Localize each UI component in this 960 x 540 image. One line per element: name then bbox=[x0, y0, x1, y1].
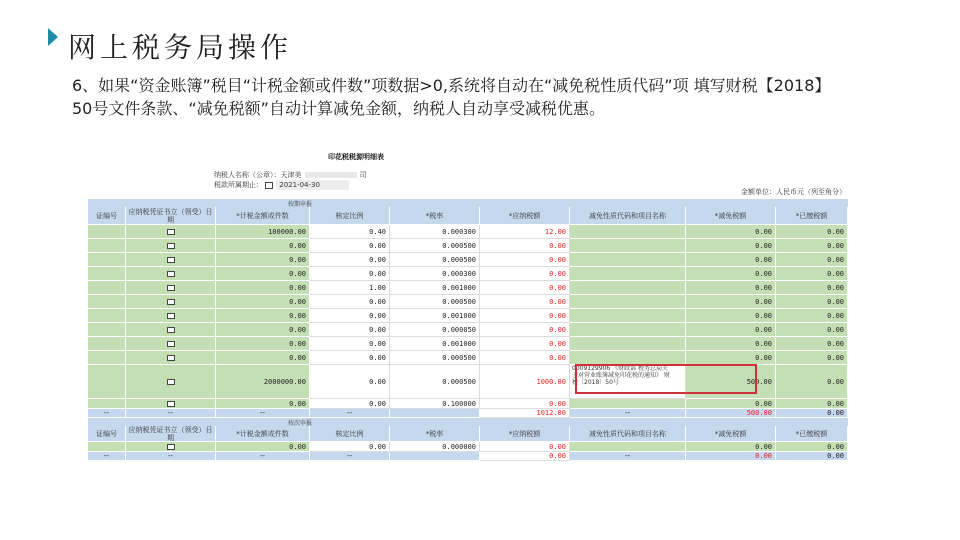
row-id-cell bbox=[88, 253, 126, 267]
ratio-cell[interactable]: 0.00 bbox=[310, 399, 390, 409]
relief-code-cell[interactable] bbox=[570, 225, 686, 239]
date-cell[interactable] bbox=[126, 323, 216, 337]
calendar-icon[interactable] bbox=[167, 444, 175, 450]
tax-cell: 0.00 bbox=[480, 351, 570, 365]
row-id-cell bbox=[88, 351, 126, 365]
rate-cell: 0.100000 bbox=[390, 399, 480, 409]
table-header-cell: 证编号 bbox=[88, 207, 126, 225]
tax-cell: 0.00 bbox=[480, 253, 570, 267]
amount-cell[interactable]: 0.00 bbox=[216, 295, 310, 309]
relief-code-cell[interactable] bbox=[570, 253, 686, 267]
calendar-icon[interactable] bbox=[167, 243, 175, 249]
total-cell: -- bbox=[126, 452, 216, 461]
relief-code-cell[interactable] bbox=[570, 239, 686, 253]
calendar-icon[interactable] bbox=[167, 327, 175, 333]
paid-cell: 0.00 bbox=[776, 267, 848, 281]
rate-cell: 0.000500 bbox=[390, 295, 480, 309]
relief-code-cell[interactable] bbox=[570, 351, 686, 365]
period-label: 税款所属期止： bbox=[214, 181, 263, 189]
date-cell[interactable] bbox=[126, 281, 216, 295]
relief-cell: 0.00 bbox=[686, 442, 776, 452]
relief-cell: 0.00 bbox=[686, 253, 776, 267]
tax-cell: 0.00 bbox=[480, 267, 570, 281]
paid-cell: 0.00 bbox=[776, 442, 848, 452]
amount-cell[interactable]: 0.00 bbox=[216, 309, 310, 323]
table-header-cell: 应纳税凭证书立（领受）日期 bbox=[126, 426, 216, 442]
rate-cell: 0.000500 bbox=[390, 351, 480, 365]
total-cell bbox=[390, 452, 480, 461]
taxpayer-line bbox=[214, 170, 367, 180]
relief-cell: 0.00 bbox=[686, 309, 776, 323]
ratio-cell[interactable]: 0.00 bbox=[310, 323, 390, 337]
slide-paragraph: 6、如果“资金账簿”税目“计税金额或件数”项数据>0,系统将自动在“减免税性质代码”项 填写财税【2018】50号文件条款、“减免税额”自动计算减免金额，纳税人自动享受减税优惠。 bbox=[72, 76, 831, 118]
tax-cell: 0.00 bbox=[480, 309, 570, 323]
relief-code-cell[interactable] bbox=[570, 295, 686, 309]
relief-cell: 0.00 bbox=[686, 225, 776, 239]
tax-form-screenshot bbox=[88, 148, 848, 464]
amount-cell[interactable]: 2000000.00 bbox=[216, 365, 310, 399]
table-header-cell: *已缴税额 bbox=[776, 207, 848, 225]
total-cell: -- bbox=[88, 452, 126, 461]
relief-cell: 0.00 bbox=[686, 281, 776, 295]
date-cell[interactable] bbox=[126, 365, 216, 399]
date-cell[interactable] bbox=[126, 295, 216, 309]
rate-cell: 0.001000 bbox=[390, 309, 480, 323]
relief-code-cell[interactable] bbox=[570, 399, 686, 409]
tax-cell: 0.00 bbox=[480, 295, 570, 309]
tax-cell: 12.00 bbox=[480, 225, 570, 239]
taxpayer-suffix: 司 bbox=[359, 171, 367, 179]
ratio-cell[interactable]: 0.00 bbox=[310, 442, 390, 452]
rate-cell: 0.000300 bbox=[390, 225, 480, 239]
rate-cell: 0.000500 bbox=[390, 239, 480, 253]
amount-cell[interactable]: 0.00 bbox=[216, 267, 310, 281]
total-cell: -- bbox=[88, 409, 126, 418]
ratio-cell[interactable]: 0.00 bbox=[310, 267, 390, 281]
row-id-cell bbox=[88, 239, 126, 253]
tax-cell: 0.00 bbox=[480, 399, 570, 409]
calendar-icon[interactable] bbox=[167, 271, 175, 277]
row-id-cell bbox=[88, 281, 126, 295]
table-header-1 bbox=[88, 207, 848, 225]
ratio-cell[interactable]: 1.00 bbox=[310, 281, 390, 295]
row-id-cell bbox=[88, 225, 126, 239]
calendar-icon[interactable] bbox=[167, 299, 175, 305]
tax-cell: 0.00 bbox=[480, 337, 570, 351]
relief-code-cell[interactable] bbox=[570, 267, 686, 281]
paid-cell: 0.00 bbox=[776, 323, 848, 337]
calendar-icon[interactable] bbox=[167, 401, 175, 407]
total-cell: -- bbox=[310, 409, 390, 418]
calendar-icon[interactable] bbox=[167, 257, 175, 263]
date-cell[interactable] bbox=[126, 239, 216, 253]
tax-cell: 0.00 bbox=[480, 281, 570, 295]
relief-code-cell[interactable] bbox=[570, 442, 686, 452]
relief-cell: 0.00 bbox=[686, 337, 776, 351]
tax-cell: 0.00 bbox=[480, 442, 570, 452]
table-header-cell: 核定比例 bbox=[310, 207, 390, 225]
paid-cell: 0.00 bbox=[776, 309, 848, 323]
tax-cell: 0.00 bbox=[480, 323, 570, 337]
calendar-icon[interactable] bbox=[167, 341, 175, 347]
relief-cell: 0.00 bbox=[686, 267, 776, 281]
ratio-cell[interactable]: 0.00 bbox=[310, 309, 390, 323]
paid-cell: 0.00 bbox=[776, 351, 848, 365]
table-header-cell: *税率 bbox=[390, 207, 480, 225]
period-line bbox=[214, 180, 349, 190]
table-header-cell: *应纳税额 bbox=[480, 207, 570, 225]
table-header-cell: *已缴税额 bbox=[776, 426, 848, 442]
row-id-cell bbox=[88, 295, 126, 309]
relief-code-cell[interactable] bbox=[570, 323, 686, 337]
paid-cell: 0.00 bbox=[776, 281, 848, 295]
ratio-cell[interactable]: 0.00 bbox=[310, 351, 390, 365]
total-tax-cell: 0.00 bbox=[480, 452, 570, 461]
table-header-cell: 减免性质代码和项目名称 bbox=[570, 207, 686, 225]
total-cell: 0.00 bbox=[776, 452, 848, 461]
table-header-cell: *应纳税额 bbox=[480, 426, 570, 442]
table-body-2 bbox=[88, 442, 848, 461]
row-id-cell bbox=[88, 442, 126, 452]
date-cell[interactable] bbox=[126, 399, 216, 409]
table-header-cell: 核定比例 bbox=[310, 426, 390, 442]
table-header-cell: *税率 bbox=[390, 426, 480, 442]
date-cell[interactable] bbox=[126, 309, 216, 323]
rate-cell: 0.001000 bbox=[390, 337, 480, 351]
table-header-2 bbox=[88, 426, 848, 442]
total-cell: -- bbox=[570, 409, 686, 418]
paid-cell: 0.00 bbox=[776, 399, 848, 409]
relief-cell: 0.00 bbox=[686, 399, 776, 409]
amount-cell[interactable]: 100000.00 bbox=[216, 225, 310, 239]
calendar-icon[interactable] bbox=[167, 355, 175, 361]
relief-cell: 0.00 bbox=[686, 323, 776, 337]
ratio-cell[interactable]: 0.00 bbox=[310, 295, 390, 309]
date-cell[interactable] bbox=[126, 337, 216, 351]
relief-cell: 0.00 bbox=[686, 295, 776, 309]
slide-title: 网上税务局操作 bbox=[68, 31, 293, 64]
row-id-cell bbox=[88, 309, 126, 323]
section-per-time: 按次申报 bbox=[88, 418, 848, 426]
table-header-cell: *计税金额或件数 bbox=[216, 207, 310, 225]
amount-cell[interactable]: 0.00 bbox=[216, 253, 310, 267]
calendar-icon[interactable] bbox=[167, 229, 175, 235]
total-cell bbox=[390, 409, 480, 418]
rate-cell: 0.000500 bbox=[390, 365, 480, 399]
total-cell: 500.00 bbox=[686, 409, 776, 418]
paid-cell: 0.00 bbox=[776, 225, 848, 239]
total-cell: 0.00 bbox=[776, 409, 848, 418]
tax-cell: 1000.00 bbox=[480, 365, 570, 399]
paid-cell: 0.00 bbox=[776, 365, 848, 399]
rate-cell: 0.000050 bbox=[390, 323, 480, 337]
calendar-icon[interactable] bbox=[167, 285, 175, 291]
relief-code-cell[interactable] bbox=[570, 281, 686, 295]
relief-code-text: 0009129906 《财政部 税务总局关于对营业账簿减免印花税的通知》 财税〔2018〕50号 bbox=[572, 365, 670, 386]
table-header-cell: 减免性质代码和项目名称 bbox=[570, 426, 686, 442]
rate-cell: 0.001000 bbox=[390, 281, 480, 295]
table-header-cell: *减免税额 bbox=[686, 426, 776, 442]
relief-code-cell[interactable] bbox=[570, 309, 686, 323]
relief-cell: 500.00 bbox=[686, 365, 776, 399]
table-header-cell: 证编号 bbox=[88, 426, 126, 442]
period-date-input[interactable]: 2021-04-30 bbox=[276, 180, 349, 190]
amount-cell[interactable]: 0.00 bbox=[216, 442, 310, 452]
row-id-cell bbox=[88, 365, 126, 399]
total-cell: -- bbox=[310, 452, 390, 461]
table-header-cell: *减免税额 bbox=[686, 207, 776, 225]
amount-cell[interactable]: 0.00 bbox=[216, 399, 310, 409]
highlight-box bbox=[575, 364, 757, 394]
form-title: 印花税税源明细表 bbox=[328, 153, 384, 161]
paid-cell: 0.00 bbox=[776, 239, 848, 253]
ratio-cell[interactable]: 0.00 bbox=[310, 253, 390, 267]
row-id-cell bbox=[88, 337, 126, 351]
paid-cell: 0.00 bbox=[776, 337, 848, 351]
total-cell: -- bbox=[216, 452, 310, 461]
amount-cell[interactable]: 0.00 bbox=[216, 351, 310, 365]
amount-cell[interactable]: 0.00 bbox=[216, 239, 310, 253]
total-tax-cell: 1012.00 bbox=[480, 409, 570, 418]
total-cell: -- bbox=[216, 409, 310, 418]
calendar-icon[interactable] bbox=[265, 182, 273, 189]
total-cell: 0.00 bbox=[686, 452, 776, 461]
total-cell: -- bbox=[126, 409, 216, 418]
amount-cell[interactable]: 0.00 bbox=[216, 281, 310, 295]
amount-cell[interactable]: 0.00 bbox=[216, 323, 310, 337]
redacted-name bbox=[305, 172, 357, 178]
date-cell[interactable] bbox=[126, 267, 216, 281]
date-cell[interactable] bbox=[126, 442, 216, 452]
table-header-cell: *计税金额或件数 bbox=[216, 426, 310, 442]
calendar-icon[interactable] bbox=[167, 379, 175, 385]
ratio-cell[interactable]: 0.00 bbox=[310, 337, 390, 351]
calendar-icon[interactable] bbox=[167, 313, 175, 319]
unit-note: 金额单位：人民币元（列至角分） bbox=[741, 188, 846, 196]
ratio-cell[interactable]: 0.00 bbox=[310, 239, 390, 253]
taxpayer-label: 纳税人名称（公章）：天津美 bbox=[214, 171, 302, 179]
row-id-cell bbox=[88, 267, 126, 281]
paid-cell: 0.00 bbox=[776, 253, 848, 267]
ratio-cell[interactable]: 0.40 bbox=[310, 225, 390, 239]
row-id-cell bbox=[88, 399, 126, 409]
relief-code-cell[interactable] bbox=[570, 337, 686, 351]
rate-cell: 0.000300 bbox=[390, 267, 480, 281]
title-bullet-triangle bbox=[48, 28, 58, 46]
rate-cell: 0.000000 bbox=[390, 442, 480, 452]
paid-cell: 0.00 bbox=[776, 295, 848, 309]
date-cell[interactable] bbox=[126, 253, 216, 267]
relief-cell: 0.00 bbox=[686, 239, 776, 253]
row-id-cell bbox=[88, 323, 126, 337]
total-cell: -- bbox=[570, 452, 686, 461]
section-periodic: 按期申报 bbox=[88, 199, 848, 207]
date-cell[interactable] bbox=[126, 225, 216, 239]
ratio-cell[interactable]: 0.00 bbox=[310, 365, 390, 399]
amount-cell[interactable]: 0.00 bbox=[216, 337, 310, 351]
rate-cell: 0.000500 bbox=[390, 253, 480, 267]
date-cell[interactable] bbox=[126, 351, 216, 365]
tax-cell: 0.00 bbox=[480, 239, 570, 253]
table-header-cell: 应纳税凭证书立（领受）日期 bbox=[126, 207, 216, 225]
relief-cell: 0.00 bbox=[686, 351, 776, 365]
